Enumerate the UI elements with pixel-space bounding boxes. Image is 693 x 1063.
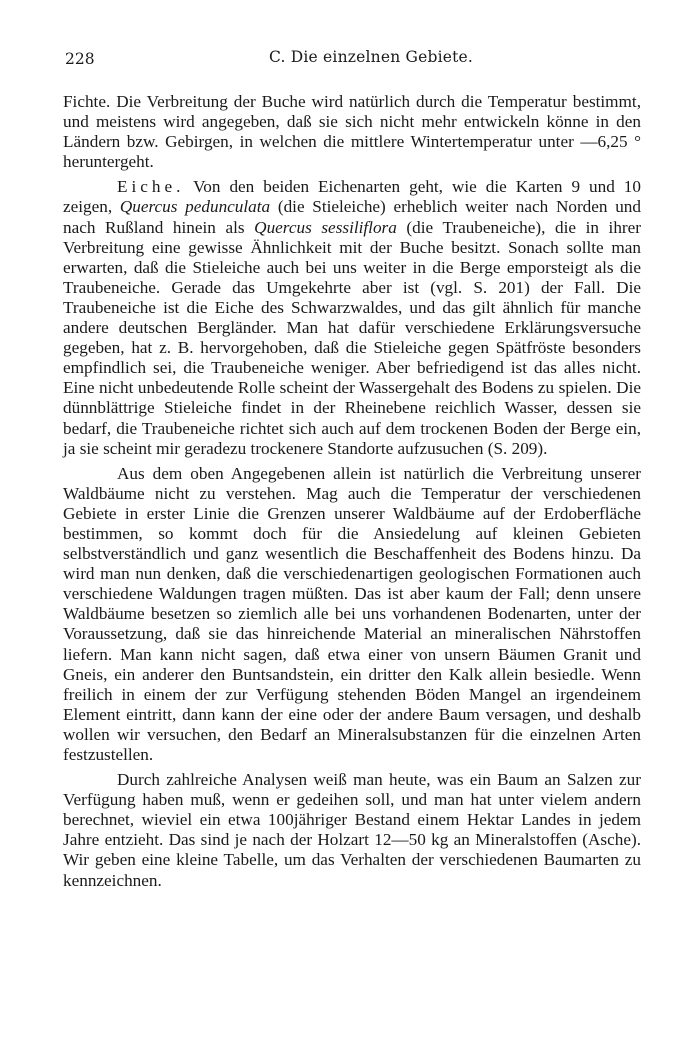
running-title: C. Die einzelnen Gebiete. (269, 48, 474, 66)
paragraph-text: Durch zahlreiche Analysen weiß man heute, was ein Baum an Salzen zur Verfügung haben muß, wenn er gedeihen soll, und man hat unter vielem andern berechnet, wieviel ein etwa 100jähriger Bestand einem Hektar Landes in jedem Jahre entzieht. Das sind je nach der Holzart 12—50 kg an Mineralstoffen (Asche). Wir geben eine kleine Tabelle, um das Verhalten der verschiedenen Baumarten zu kennzeichnen. (63, 770, 641, 890)
species-name: Quercus sessiliflora (254, 217, 397, 237)
body-text (63, 92, 641, 891)
paragraph-boden (63, 464, 641, 765)
paragraph-text: Aus dem oben Angegebenen allein ist natürlich die Verbreitung unserer Waldbäume nicht zu verstehen. Mag auch die Temperatur der verschiedenen Gebiete in erster Linie die Grenzen unserer Waldbäume auf der Erdoberfläche bestimmen, so kommt doch für die Ansiedelung auf kleinen Gebieten selbstverständlich und ganz wesentlich die Beschaffenheit des Bodens hinzu. Da wird man nun denken, daß die verschiedenartigen geologischen Formationen auch verschiedene Waldungen tragen müßten. Das ist aber kaum der Fall; denn unsere Waldbäume besetzen so ziemlich alle bei uns vorhandenen Bodenarten, unter der Voraussetzung, daß sie das hinreichende Material an mineralischen Nährstoffen liefern. Man kann nicht sagen, daß etwa einer von unsern Bäumen Granit und Gneis, ein anderer den Buntsandstein, ein dritter den Kalk allein besiedle. Wenn freilich in einem der zur Verfügung stehenden Böden Mangel an irgendeinem Element eintritt, dann kann der eine oder der andere Baum versagen, und deshalb wollen wir versuchen, den Bedarf an Mineralsubstanzen für die einzelnen Arten festzustellen. (63, 463, 641, 764)
species-name: Quercus pedunculata (119, 197, 271, 217)
paragraph-eiche (63, 177, 641, 458)
paragraph-analysen (63, 770, 641, 891)
page-number: 228 (65, 50, 95, 68)
paragraph-continuation (63, 92, 641, 172)
paragraph-text: (die Stieleiche) erheblich weiter nach Norden und nach Rußland hinein als (63, 197, 641, 237)
paragraph-text: Fichte. Die Verbreitung der Buche wird natürlich durch die Temperatur bestimmt, und meistens wird angegeben, daß sie sich nicht mehr entwickeln könne in den Ländern bzw. Gebirgen, in welchen die mittlere Wintertemperatur unter —6,25 ° heruntergeht. (63, 92, 641, 172)
section-lead-word: Eiche. (117, 177, 185, 197)
paragraph-text: Von den beiden Eichenarten geht, wie die Karten 9 und 10 zeigen, (63, 177, 641, 217)
page-header (63, 48, 641, 72)
paragraph-text: (die Traubeneiche), die in ihrer Verbreitung eine gewisse Ähnlichkeit mit der Buche besitzt. Sonach sollte man erwarten, daß die Stieleiche auch bei uns weiter in die Berge emporsteigt als die Traubeneiche. Gerade das Umgekehrte aber ist (vgl. S. 201) der Fall. Die Traubeneiche ist die Eiche des Schwarzwaldes, und das gilt ähnlich für manche andere deutschen Bergländer. Man hat dafür verschiedene Erklärungsversuche gegeben, hat z. B. hervorgehoben, daß die Stieleiche gegen Spätfröste besonders empfindlich sei, die Traubeneiche weniger. Aber befriedigend ist das alles nicht. Eine nicht unbedeutende Rolle scheint der Wassergehalt des Bodens zu spielen. Die dünnblättrige Stieleiche findet in der Rheinebene reichlich Wasser, dessen sie bedarf, die Traubeneiche richtet sich auch auf dem trockenen Boden der Berge ein, ja sie scheint mir geradezu trockenere Standorte aufzusuchen (S. 209). (63, 217, 642, 458)
